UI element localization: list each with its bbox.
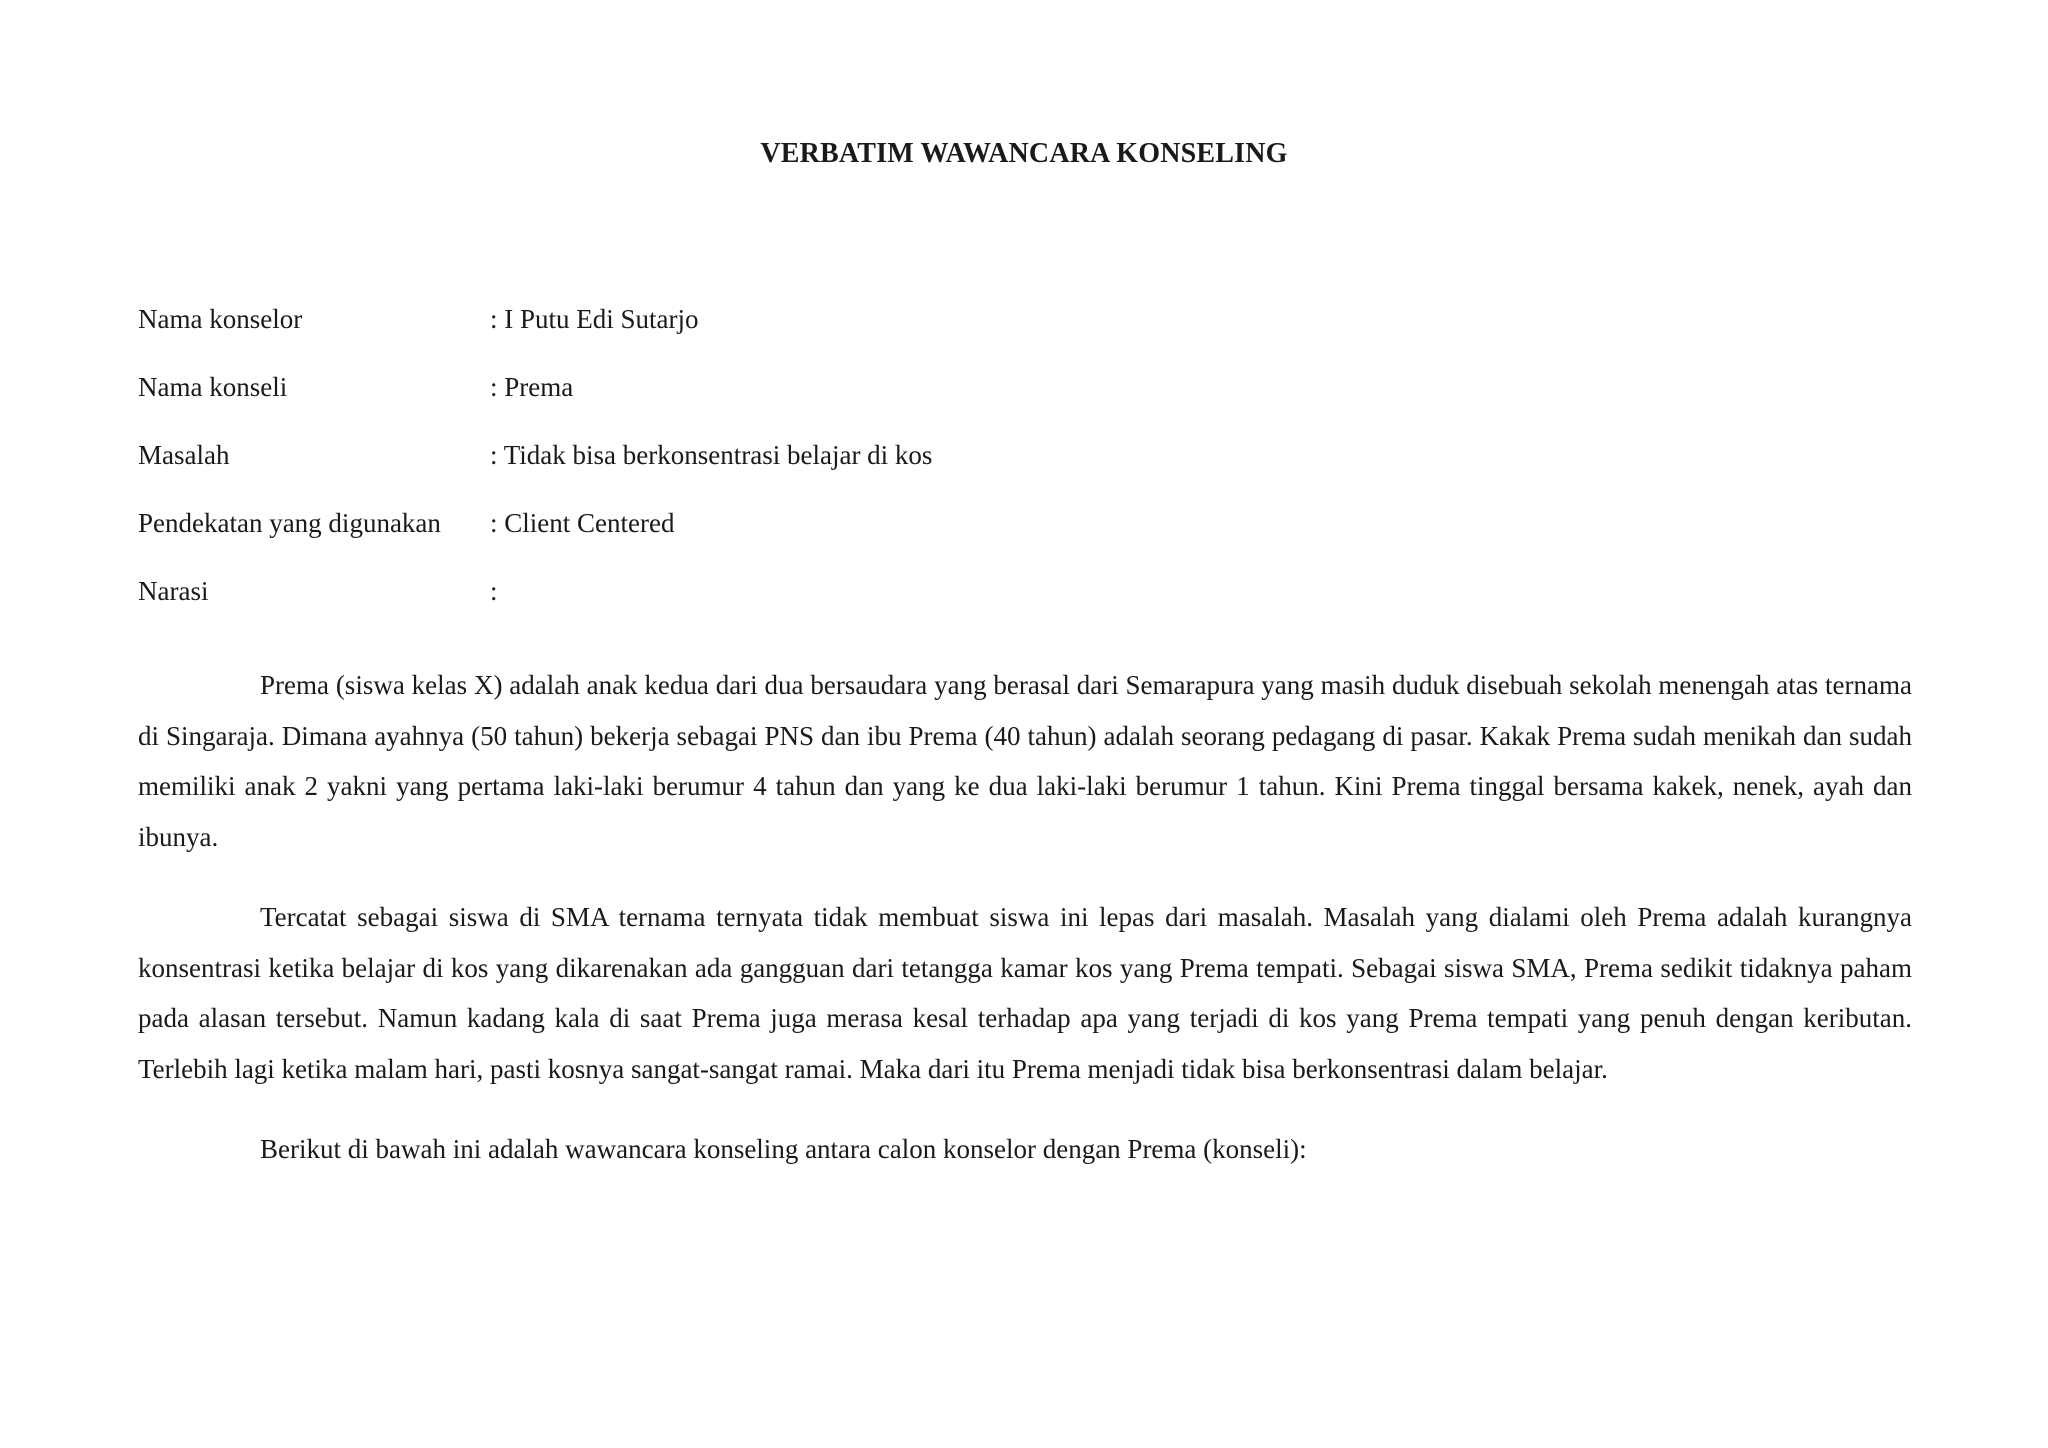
meta-row-counselee: [138, 372, 932, 440]
meta-row-counselor: [138, 304, 932, 372]
meta-label: Pendekatan yang digunakan: [138, 508, 441, 538]
narrative-paragraph-background: Prema (siswa kelas X) adalah anak kedua dari dua bersaudara yang berasal dari Semarapura yang masih duduk disebuah sekolah menengah atas ternama di Singaraja. Dimana ayahnya (50 tahun) bekerja sebagai PNS dan ibu Prema (40 tahun) adalah seorang pedagang di pasar. Kakak Prema sudah menikah dan sudah memiliki anak 2 yakni yang pertama laki-laki berumur 4 tahun dan yang ke dua laki-laki berumur 1 tahun. Kini Prema tinggal bersama kakek, nenek, ayah dan ibunya.: [138, 670, 1912, 852]
meta-value: :: [490, 576, 498, 606]
meta-value: : I Putu Edi Sutarjo: [490, 304, 699, 334]
meta-label: Masalah: [138, 440, 230, 470]
meta-row-approach: [138, 508, 932, 576]
meta-label: Nama konseli: [138, 372, 288, 402]
document-title: VERBATIM WAWANCARA KONSELING: [760, 138, 1288, 169]
meta-label: Nama konselor: [138, 304, 303, 334]
meta-row-narration: [138, 576, 932, 644]
narrative-body: [138, 660, 1912, 1205]
meta-label: Narasi: [138, 576, 209, 606]
meta-value: : Prema: [490, 372, 574, 402]
narrative-paragraph-problem: Tercatat sebagai siswa di SMA ternama ternyata tidak membuat siswa ini lepas dari masalah. Masalah yang dialami oleh Prema adalah kurangnya konsentrasi ketika belajar di kos yang dikarenakan ada gangguan dari tetangga kamar kos yang Prema tempati. Sebagai siswa SMA, Prema sedikit tidaknya paham pada alasan tersebut. Namun kadang kala di saat Prema juga merasa kesal terhadap apa yang terjadi di kos yang Prema tempati yang penuh dengan keributan. Terlebih lagi ketika malam hari, pasti kosnya sangat-sangat ramai. Maka dari itu Prema menjadi tidak bisa berkonsentrasi dalam belajar.: [138, 902, 1912, 1084]
meta-value: : Client Centered: [490, 508, 675, 538]
meta-row-problem: [138, 440, 932, 508]
metadata-block: [138, 304, 932, 644]
narrative-paragraph-intro: Berikut di bawah ini adalah wawancara konseling antara calon konselor dengan Prema (konseli):: [260, 1134, 1307, 1164]
meta-value: : Tidak bisa berkonsentrasi belajar di kos: [490, 440, 933, 470]
